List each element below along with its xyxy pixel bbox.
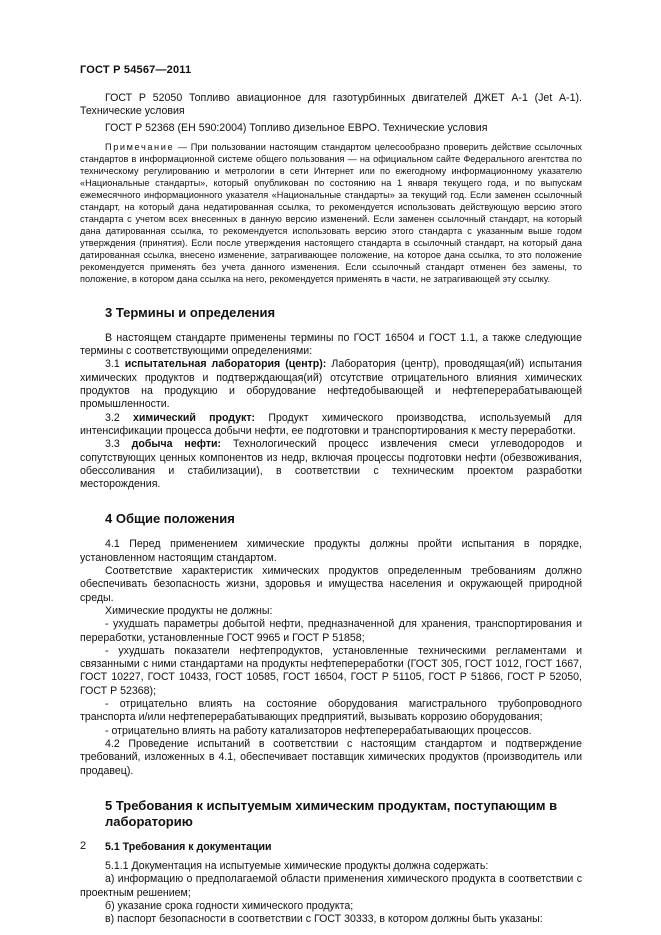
section-5-title: 5 Требования к испытуемым химическим продуктам, поступающим в лабораторию (105, 797, 558, 829)
term-name: добыча нефти: (131, 438, 222, 451)
list-item: - отрицательно влиять на работу катализаторов нефтеперерабатывающих процессов. (105, 724, 532, 737)
body-paragraph: 4.2 Проведение испытаний в соответствии с настоящим стандартом и подтверждение требований, изложенных в 4.1, обеспечивает поставщик химических продуктов (производитель или продавец). (80, 737, 582, 777)
term-definition (80, 358, 582, 411)
note-paragraph (80, 141, 582, 285)
body-paragraph: 5.1.1 Документация на испытуемые химические продукты должна содержать: (105, 860, 489, 873)
list-item: б) указание срока годности химического продукта; (105, 899, 354, 912)
term-name: испытательная лаборатория (центр): (124, 358, 327, 371)
section-3-intro: В настоящем стандарте применены термины по ГОСТ 16504 и ГОСТ 1.1, а также следующие термины с соответствующими определениями: (80, 331, 582, 358)
term-number: 3.1 (105, 358, 120, 371)
note-text: — При пользовании настоящим стандартом целесообразно проверить действие ссылочных стандартов в информационной системе общего пользования — на официальном сайте Федерального агентства по техническому регулированию и метрологии в сети Интернет или по ежегодному информационному указателю «Национальные стандарты», который опубликован по состоянию на 1 января текущего года, и по выпускам ежемесячного информационного указателя «Национальные стандарты» за текущий год. Если заменен ссылочный стандарт, на который дана недатированная ссылка, то рекомендуется использовать действующую версию этого стандарта с учетом всех внесенных в данную версию изменений. Если заменен ссылочный стандарт, на который дана датированная ссылка, то рекомендуется использовать версию этого стандарта с указанным выше годом утверждения (принятия). Если после утверждения настоящего стандарта в ссылочный стандарт, на который дана датированная ссылка, внесено изменение, затрагивающее положение, на которое дана ссылка, то это положение рекомендуется применять без учета данного изменения. Если ссылочный стандарт отменен без замены, то положение, в котором дана ссылка на него, рекомендуется применять в части, не затрагивающей эту ссылку. (80, 141, 582, 284)
section-4-title: 4 Общие положения (105, 511, 235, 527)
list-item: а) информацию о предполагаемой области применения химического продукта в соответствии с проектным решением; (80, 873, 582, 899)
term-number: 3.2 (105, 411, 120, 424)
note-label: Примечание (105, 141, 175, 152)
list-item: - ухудшать показатели нефтепродуктов, установленные техническими регламентами и связанными с ними стандартами на продукты нефтепереработки (ГОСТ 305, ГОСТ 1012, ГОСТ 1667, ГОСТ 10227, ГОСТ 10433, ГОСТ 10585, ГОСТ 16504, ГОСТ Р 51105, ГОСТ Р 51866, ГОСТ Р 52050, ГОСТ Р 52368); (80, 644, 582, 697)
body-paragraph: Химические продукты не должны: (105, 604, 273, 617)
term-definition (80, 412, 582, 439)
section-3-title: 3 Термины и определения (105, 304, 276, 320)
body-paragraph: Соответствие характеристик химических продуктов определенным требованиям должно обеспечивать безопасность жизни, здоровья и имущества населения и окружающей природной среды. (80, 565, 582, 604)
subsection-5-1-title: 5.1 Требования к документации (105, 840, 272, 853)
list-item: в) паспорт безопасности в соответствии с ГОСТ 30333, в котором должны быть указаны: (105, 913, 543, 926)
term-def: Технологический процесс извлечения смеси углеводородов и сопутствующих ценных компонентов из недр, включая процессы подготовки нефти (обезвоживания, обессоливания и стабилизации), в соответствии с техническим проектом разработки месторождения. (80, 438, 582, 491)
reference-item: ГОСТ Р 52368 (ЕН 590:2004) Топливо дизельное ЕВРО. Технические условия (105, 121, 488, 134)
term-def: Лаборатория (центр), проводящая(ий) испытания химических продуктов и подтверждающая(ий) отсутствие отрицательного влияния химических продуктов на продукцию и оборудование нефтедобывающей и нефтеперерабатывающей промышленности. (80, 358, 582, 411)
body-paragraph: 4.1 Перед применением химические продукты должны пройти испытания в порядке, установленном настоящим стандартом. (80, 538, 582, 564)
term-name: химический продукт: (132, 411, 256, 424)
term-number: 3.3 (105, 438, 120, 451)
term-definition (80, 438, 582, 491)
page-number: 2 (80, 840, 87, 852)
reference-item: ГОСТ Р 52050 Топливо авиационное для газотурбинных двигателей ДЖЕТ А-1 (Jet А-1). Технические условия (80, 92, 582, 118)
page-content (80, 92, 582, 927)
term-def: Продукт химического производства, используемый для интенсификации процесса добычи нефти, ее подготовки и транспортирования к месту переработки. (80, 411, 582, 437)
list-item: - отрицательно влиять на состояние оборудования магистрального трубопроводного транспорта и/или нефтеперерабатывающих предприятий, вызывать коррозию оборудования; (80, 698, 582, 724)
list-item: - ухудшать параметры добытой нефти, предназначенной для хранения, транспортирования и переработки, установленные ГОСТ 9965 и ГОСТ Р 51858; (80, 618, 582, 644)
document-header: ГОСТ Р 54567—2011 (80, 64, 192, 76)
